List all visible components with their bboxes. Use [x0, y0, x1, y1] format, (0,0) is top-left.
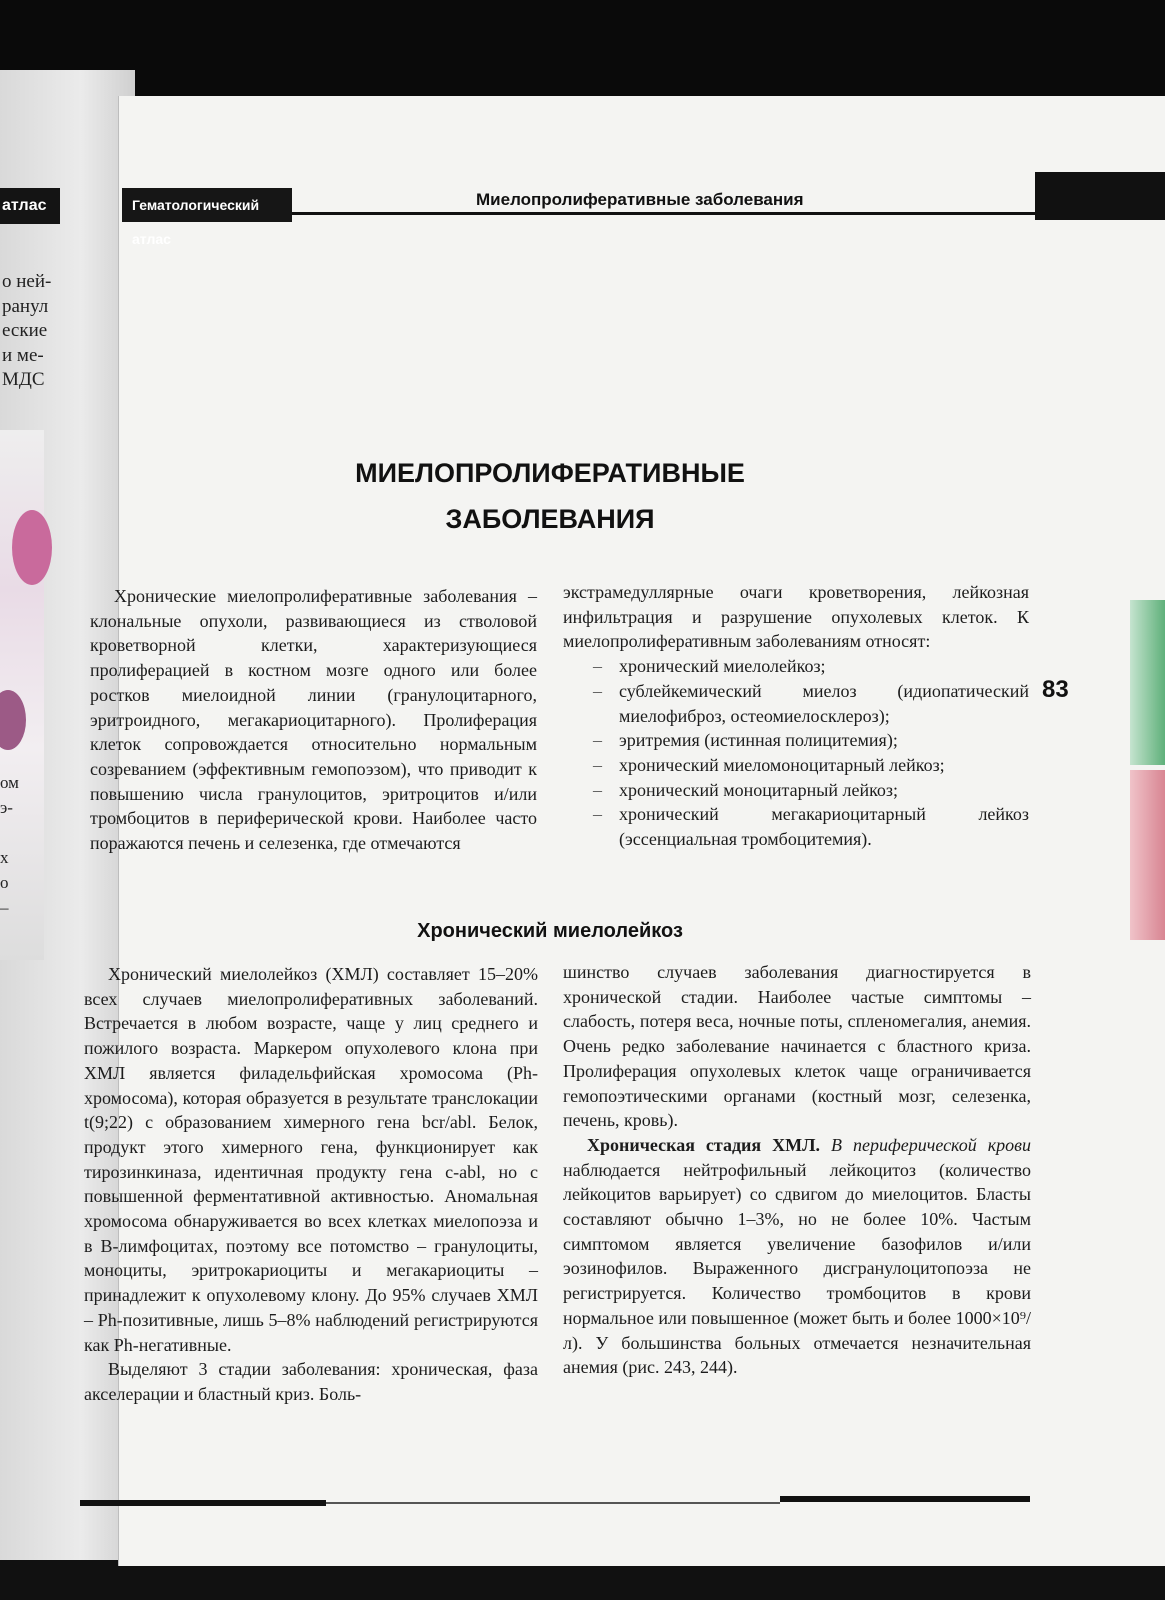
left-page-line: МДС [2, 369, 45, 390]
left-page-line [0, 820, 19, 845]
list-item: – хронический миелолейкоз; [563, 654, 1029, 679]
disease-list [563, 654, 1029, 852]
thumb-tab-green [1130, 600, 1165, 765]
paragraph [563, 1133, 1031, 1380]
running-header-title: Миелопролиферативные заболевания [476, 190, 804, 209]
left-page-text [2, 270, 51, 393]
list-item: – сублейкемический миелоз (идиопатический миелофиброз, остеомиелосклероз); [563, 679, 1029, 728]
left-page-line: э- [0, 798, 13, 817]
section-heading: Хронический миелолейкоз [417, 920, 683, 942]
footer-rule [80, 1500, 326, 1506]
cell-image [12, 510, 52, 585]
list-item: – хронический мегакариоцитарный лейкоз (эссенциальная тромбоцитемия). [563, 802, 1029, 851]
paragraph: Выделяют 3 стадии заболевания: хроническая, фаза акселерации и бластный криз. Боль- [84, 1359, 538, 1404]
intro-column-right [563, 580, 1029, 852]
left-page-caption [0, 770, 19, 920]
intro-column-left [90, 584, 537, 856]
page-number: 83 [1042, 676, 1069, 703]
chapter-title-line: ЗАБОЛЕВАНИЯ [445, 504, 655, 534]
section-column-left [84, 962, 538, 1407]
section-column-right [563, 960, 1031, 1380]
paragraph-text: наблюдается нейтрофильный лейкоцитоз (количество лейкоцитов варьирует) со сдвигом до миелоцитов. Бласты составляют обычно 1–3%, но не более 10%. Частым симптомом является увеличение базофилов и/или эозинофилов. Выраженного дисгранулоцитопоэза не регистрируется. Количество тромбоцитов в крови нормальное или повышенное (может быть и более 1000×10⁹/л). У большинства больных отмечается незначительная анемия (рис. 243, 244). [563, 1159, 1031, 1378]
chapter-title [300, 450, 800, 542]
left-page-line: еские [2, 320, 48, 341]
left-page-header: атлас [0, 188, 60, 224]
paragraph: экстрамедуллярные очаги кроветворения, лейкозная инфильтрация и разрушение опухолевых клеток. К миелопролиферативным заболеваниям относят: [563, 582, 1029, 652]
thumb-tab-pink [1130, 770, 1165, 940]
list-item: – эритремия (истинная полицитемия); [563, 728, 1029, 753]
emphasis: В периферической крови [831, 1134, 1031, 1155]
paragraph: шинство случаев заболевания диагностируется в хронической стадии. Наиболее частые симптомы – слабость, потеря веса, ночные поты, спленомегалия, анемия. Очень редко заболевание начинается с бластного криза. Пролиферация опухолевых клеток чаще ограничивается гемопоэтическими органами (костный мозг, селезенка, печень, кровь). [563, 962, 1031, 1131]
left-page-line: ом [0, 773, 19, 792]
chapter-title-line: МИЕЛОПРОЛИФЕРАТИВНЫЕ [355, 458, 745, 488]
left-page-line: ранул [2, 295, 49, 317]
left-page-line: о ней- [2, 271, 52, 292]
paragraph: Хронический миелолейкоз (ХМЛ) составляет 15–20% всех случаев миелопролиферативных заболеваний. Встречается в любом возрасте, чаще у лиц среднего и пожилого возраста. Маркером опухолевого клона при ХМЛ является филадельфийская хромосома (Ph-хромосома), которая образуется в результате транслокации t(9;22) с образованием химерного гена bcr/abl. Белок, продукт этого химерного гена, функционирует как тирозинкиназа, идентичная продукту гена c-abl, но с повышенной ферментативной активностью. Аномальная хромосома обнаруживается во всех клетках миелопоэза и в В-лимфоцитах, поэтому все потомство – гранулоциты, моноциты, эритрокариоциты и мегакариоциты – принадлежит к опухолевому клону. До 95% случаев ХМЛ – Ph-позитивные, лишь 5–8% наблюдений регистрируются как Ph-негативные. [84, 964, 538, 1355]
left-page-line: – [0, 898, 9, 917]
left-page-line: о [0, 873, 9, 892]
footer-rule [780, 1496, 1030, 1502]
footer-rule [326, 1502, 780, 1504]
run-in-heading: Хроническая стадия ХМЛ. [587, 1134, 821, 1155]
running-header-label: Гематологический атлас [122, 188, 292, 222]
background-bottom [0, 1560, 1165, 1600]
list-item: – хронический миеломоноцитарный лейкоз; [563, 753, 1029, 778]
left-page-line: х [0, 848, 9, 867]
left-page-line: и ме- [2, 344, 44, 366]
list-item: – хронический моноцитарный лейкоз; [563, 778, 1029, 803]
header-bar [1035, 172, 1165, 220]
header-rule [292, 212, 1035, 215]
paragraph: Хронические миелопролиферативные заболевания – клональные опухоли, развивающиеся из стволовой кроветворной клетки, характеризующиеся пролиферацией в костном мозге одного или более ростков миелоидной линии (гранулоцитарного, эритроидного, мегакариоцитарного). Пролиферация клеток сопровождается относительно нормальным созреванием (эффективным гемопоэзом), что приводит к повышению числа гранулоцитов, эритроцитов и/или тромбоцитов в периферической крови. Наиболее часто поражаются печень и селезенка, где отмечаются [90, 586, 537, 854]
